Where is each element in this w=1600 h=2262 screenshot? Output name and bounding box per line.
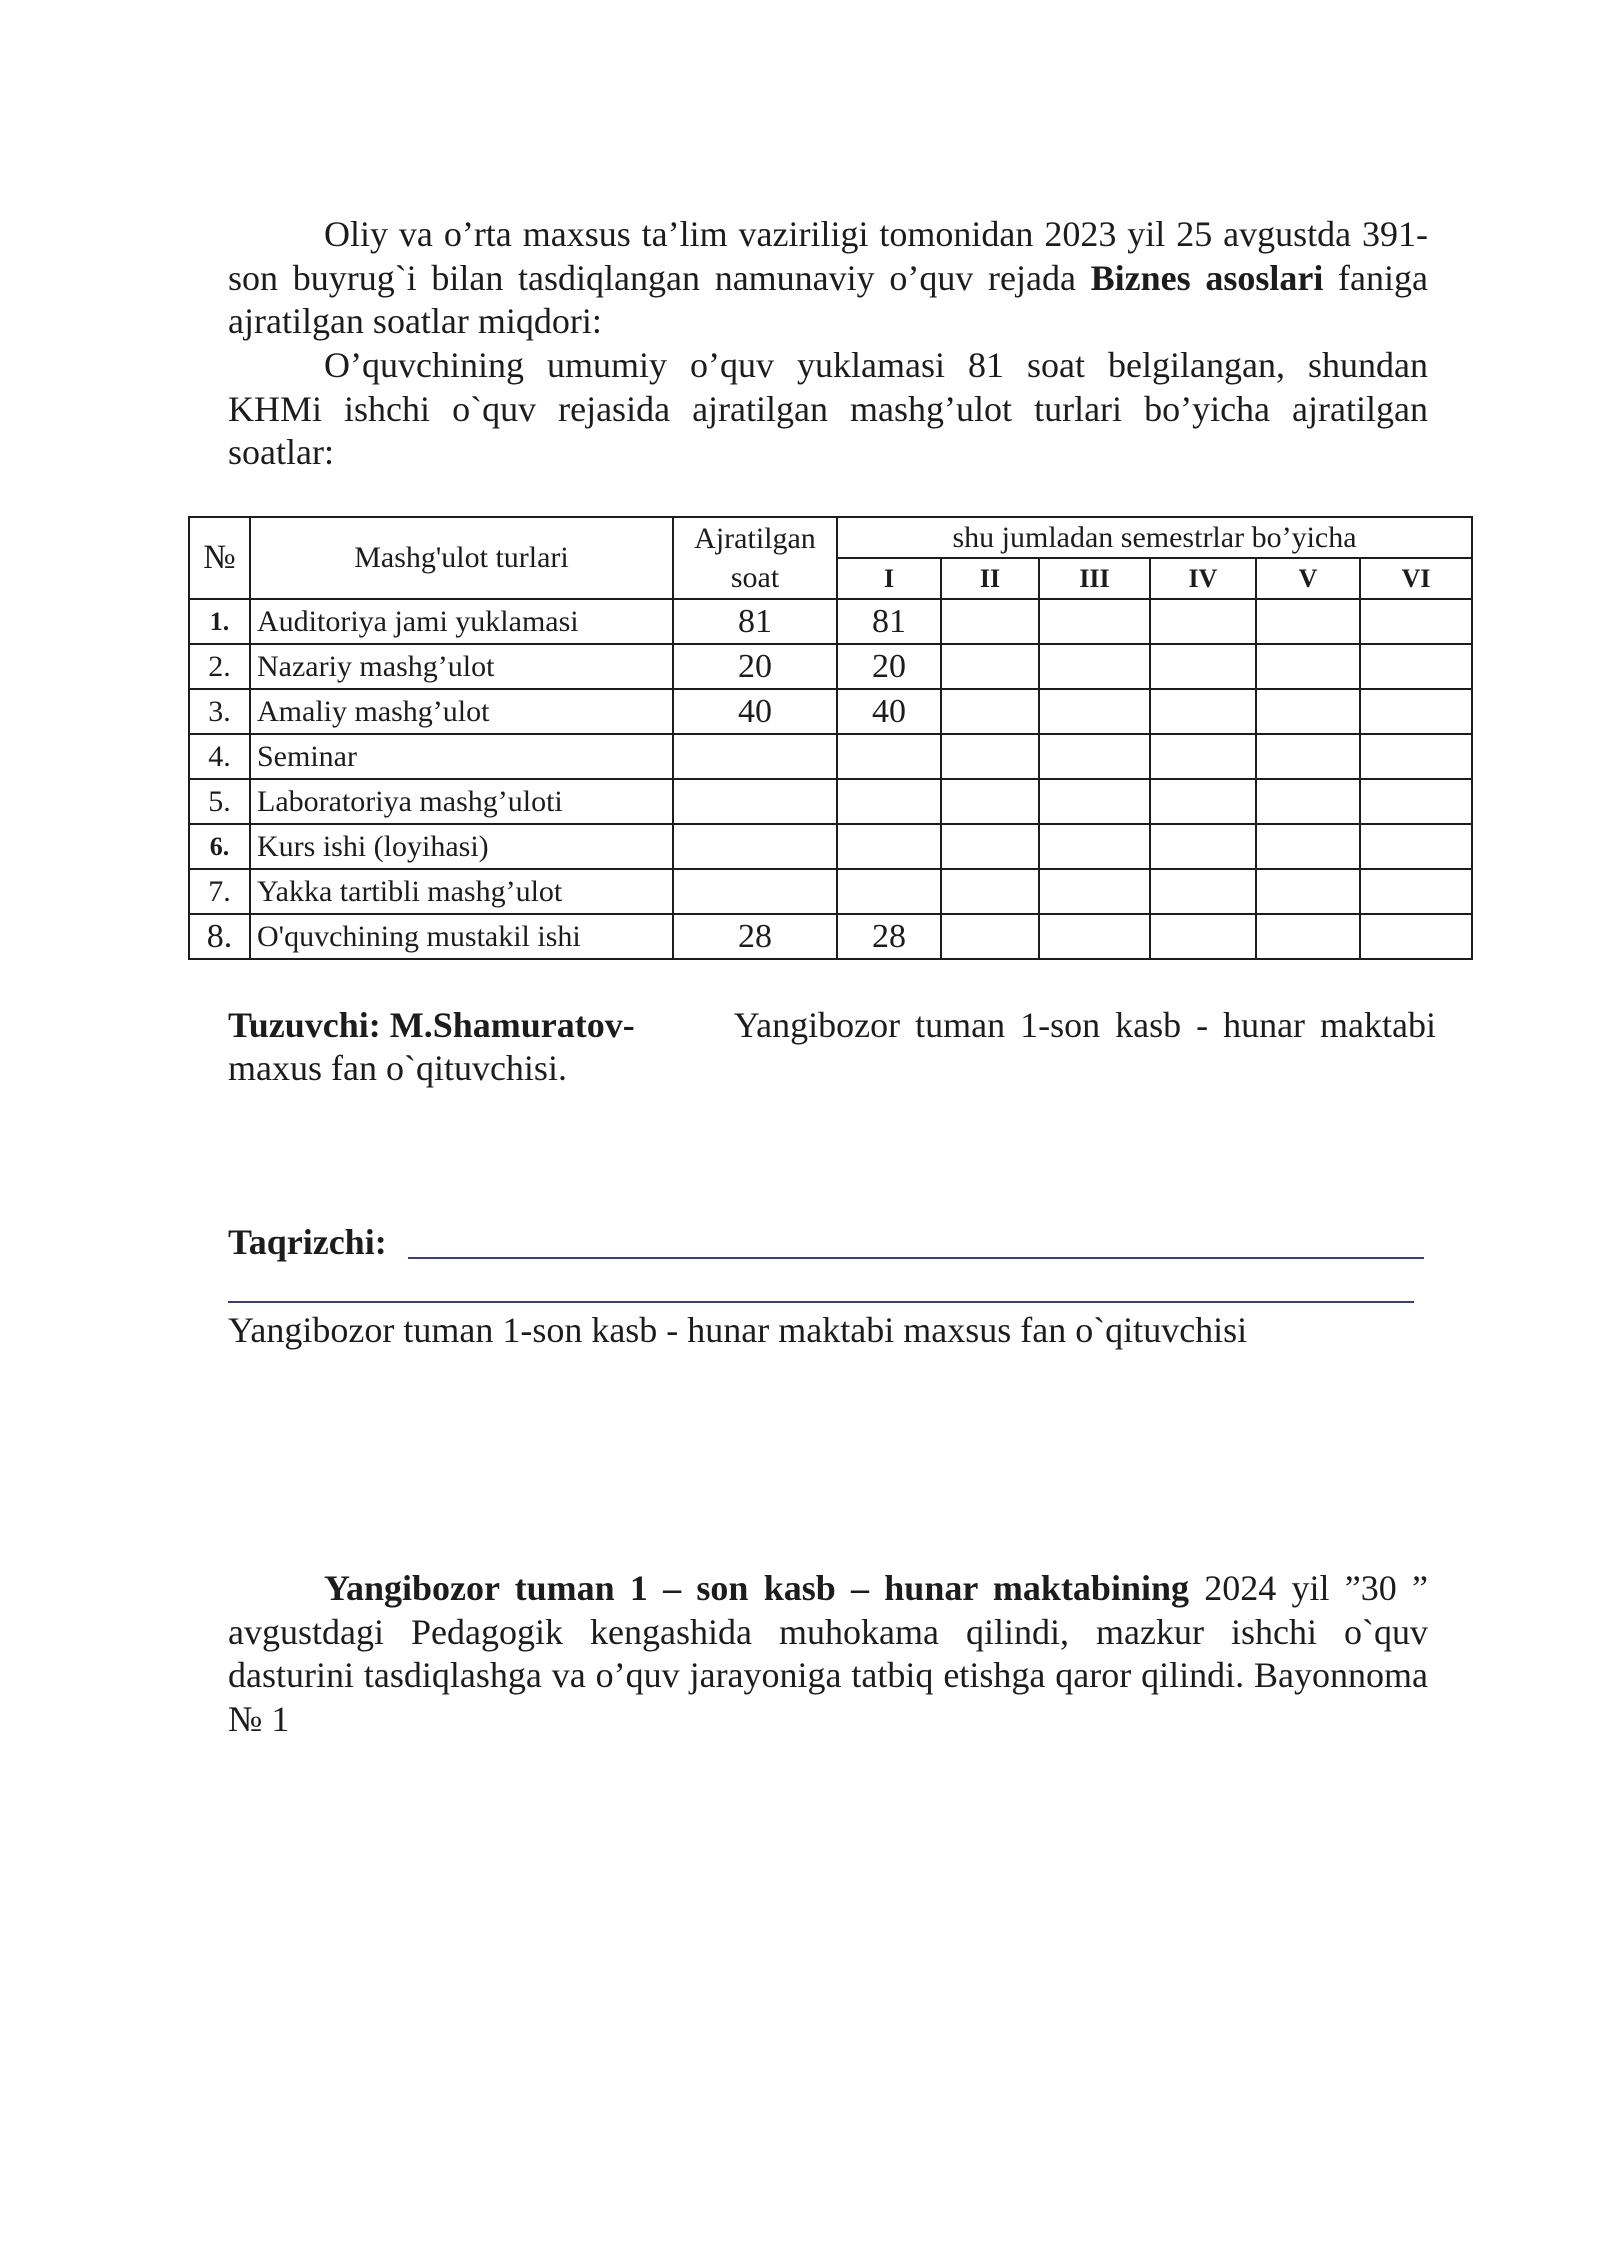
compiler-affiliation: Yangibozor tuman 1-son kasb - hunar maktabi xyxy=(733,1005,1436,1045)
header-semester-2: II xyxy=(941,558,1039,599)
reviewer-affiliation: Yangibozor tuman 1-son kasb - hunar maktabi maxsus fan o`qituvchisi xyxy=(228,1310,1248,1350)
row-sem-5 xyxy=(1256,914,1360,959)
intro-text: Oliy va o’rta maxsus ta’lim vaziriligi tomonidan 2023 yil 25 avgustda 391-son buyrug`i bilan tasdiqlangan namunaviy o’quv rejada xyxy=(228,214,1428,298)
table-row xyxy=(189,734,1472,779)
header-semester-6: VI xyxy=(1360,558,1472,599)
row-name: Laboratoriya mashg’uloti xyxy=(250,779,673,824)
row-number: 2. xyxy=(189,644,250,689)
header-semesters: shu jumladan semestrlar bo’yicha xyxy=(837,517,1472,558)
row-hours xyxy=(673,824,837,869)
row-sem-5 xyxy=(1256,734,1360,779)
row-number: 3. xyxy=(189,689,250,734)
row-sem-4 xyxy=(1150,869,1256,914)
row-sem-5 xyxy=(1256,689,1360,734)
row-number: 6. xyxy=(189,824,250,869)
row-name: O'quvchining mustakil ishi xyxy=(250,914,673,959)
row-sem-6 xyxy=(1360,599,1472,644)
table-row xyxy=(189,824,1472,869)
row-sem-3 xyxy=(1039,869,1150,914)
row-number: 7. xyxy=(189,869,250,914)
row-sem-1 xyxy=(837,824,941,869)
row-sem-2 xyxy=(941,869,1039,914)
row-sem-4 xyxy=(1150,824,1256,869)
row-sem-4 xyxy=(1150,914,1256,959)
row-sem-1 xyxy=(837,779,941,824)
header-type: Mashg'ulot turlari xyxy=(250,517,673,599)
row-sem-6 xyxy=(1360,869,1472,914)
row-hours: 28 xyxy=(673,914,837,959)
row-sem-4 xyxy=(1150,689,1256,734)
row-sem-6 xyxy=(1360,644,1472,689)
row-number: 4. xyxy=(189,734,250,779)
row-sem-4 xyxy=(1150,779,1256,824)
approval-school: Yangibozor tuman 1 – son kasb – hunar maktabining xyxy=(324,1568,1189,1608)
intro-text-end: faniga ajratilgan soatlar miqdori: xyxy=(228,257,1428,341)
row-hours: 81 xyxy=(673,599,837,644)
row-number: 1. xyxy=(189,599,250,644)
row-sem-6 xyxy=(1360,689,1472,734)
row-sem-6 xyxy=(1360,779,1472,824)
row-name: Yakka tartibli mashg’ulot xyxy=(250,869,673,914)
row-sem-4 xyxy=(1150,599,1256,644)
row-sem-3 xyxy=(1039,689,1150,734)
row-hours xyxy=(673,869,837,914)
row-sem-3 xyxy=(1039,914,1150,959)
row-name: Auditoriya jami yuklamasi xyxy=(250,599,673,644)
compiler-label: Tuzuvchi: M.Shamuratov- xyxy=(228,1005,635,1045)
row-sem-3 xyxy=(1039,734,1150,779)
reviewer-signature-line xyxy=(408,1257,1424,1259)
hours-table xyxy=(188,516,1473,960)
row-number: 5. xyxy=(189,779,250,824)
header-semester-1: I xyxy=(837,558,941,599)
row-hours: 20 xyxy=(673,644,837,689)
header-semester-5: V xyxy=(1256,558,1360,599)
row-sem-2 xyxy=(941,914,1039,959)
row-sem-3 xyxy=(1039,779,1150,824)
row-sem-2 xyxy=(941,779,1039,824)
table-row xyxy=(189,914,1472,959)
table-header-row-1 xyxy=(189,517,1472,558)
row-number: 8. xyxy=(189,914,250,959)
row-sem-6 xyxy=(1360,734,1472,779)
row-sem-6 xyxy=(1360,824,1472,869)
intro-paragraph-2: O’quvchining umumiy o’quv yuklamasi 81 soat belgilangan, shundan KHMi ishchi o`quv rejasida ajratilgan mashg’ulot turlari bo’yicha ajratilgan soatlar: xyxy=(228,345,1428,472)
header-number: № xyxy=(189,517,250,599)
header-hours xyxy=(673,517,837,599)
reviewer-name-line xyxy=(228,1301,1414,1303)
row-sem-5 xyxy=(1256,644,1360,689)
row-sem-1 xyxy=(837,869,941,914)
header-hours-line2: soat xyxy=(730,561,780,594)
row-sem-3 xyxy=(1039,644,1150,689)
row-hours xyxy=(673,779,837,824)
subject-name: Biznes asoslari xyxy=(1090,257,1324,298)
row-name: Nazariy mashg’ulot xyxy=(250,644,673,689)
row-name: Kurs ishi (loyihasi) xyxy=(250,824,673,869)
row-hours: 40 xyxy=(673,689,837,734)
table-row xyxy=(189,779,1472,824)
row-sem-3 xyxy=(1039,599,1150,644)
reviewer-label: Taqrizchi: xyxy=(228,1222,387,1262)
header-semester-4: IV xyxy=(1150,558,1256,599)
row-sem-2 xyxy=(941,689,1039,734)
row-hours xyxy=(673,734,837,779)
row-sem-2 xyxy=(941,644,1039,689)
intro-paragraph-1 xyxy=(228,213,1428,344)
row-sem-2 xyxy=(941,734,1039,779)
row-sem-1 xyxy=(837,734,941,779)
header-hours-line1: Ajratilgan xyxy=(694,522,816,555)
table-row xyxy=(189,599,1472,644)
row-sem-3 xyxy=(1039,824,1150,869)
row-sem-1: 81 xyxy=(837,599,941,644)
table-row xyxy=(189,644,1472,689)
row-sem-2 xyxy=(941,599,1039,644)
table-row xyxy=(189,869,1472,914)
table-row xyxy=(189,689,1472,734)
compiler-position: maxus fan o`qituvchisi. xyxy=(228,1048,567,1088)
row-sem-1: 40 xyxy=(837,689,941,734)
row-sem-4 xyxy=(1150,734,1256,779)
row-sem-5 xyxy=(1256,779,1360,824)
row-sem-5 xyxy=(1256,869,1360,914)
row-sem-5 xyxy=(1256,599,1360,644)
row-sem-4 xyxy=(1150,644,1256,689)
row-name: Seminar xyxy=(250,734,673,779)
header-semester-3: III xyxy=(1039,558,1150,599)
row-name: Amaliy mashg’ulot xyxy=(250,689,673,734)
row-sem-5 xyxy=(1256,824,1360,869)
approval-text: 2024 yil ”30 ” avgustdagi Pedagogik kengashida muhokama qilindi, mazkur ishchi o`quv dasturini tasdiqlashga va o’quv jarayoniga tatbiq etishga qaror qilindi. Bayonnoma № 1 xyxy=(228,1568,1428,1739)
approval-paragraph xyxy=(228,1567,1428,1741)
row-sem-6 xyxy=(1360,914,1472,959)
row-sem-1: 28 xyxy=(837,914,941,959)
row-sem-1: 20 xyxy=(837,644,941,689)
row-sem-2 xyxy=(941,824,1039,869)
